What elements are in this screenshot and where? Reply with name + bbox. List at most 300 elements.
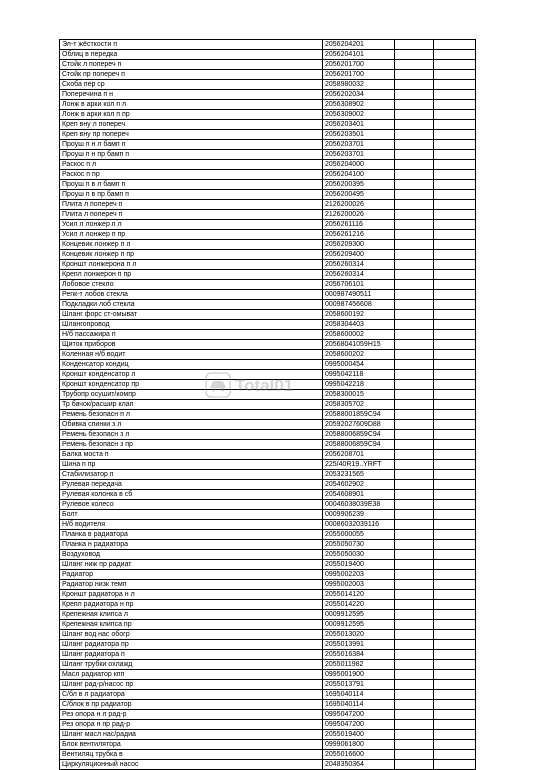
empty-cell [395, 610, 434, 620]
part-number-cell: 20568041059H15 [323, 340, 395, 350]
part-number-cell: 2055016384 [323, 650, 395, 660]
part-name-cell: Болт [60, 510, 323, 520]
empty-cell [395, 440, 434, 450]
empty-cell [395, 640, 434, 650]
part-number-cell: 20588006859C94 [323, 440, 395, 450]
empty-cell [434, 530, 476, 540]
table-row [60, 740, 476, 750]
parts-table [59, 39, 476, 770]
part-number-cell: 2056309002 [323, 110, 395, 120]
empty-cell [395, 760, 434, 770]
part-name-cell: Концевик лонжер п пр [60, 250, 323, 260]
part-number-cell: 2056204100 [323, 170, 395, 180]
part-name-cell: Шина п пр [60, 460, 323, 470]
table-row [60, 450, 476, 460]
part-name-cell: Блок вентилятора [60, 740, 323, 750]
empty-cell [395, 740, 434, 750]
empty-cell [395, 240, 434, 250]
empty-cell [395, 600, 434, 610]
part-name-cell: Н/б пассажира п [60, 330, 323, 340]
part-number-cell: 2056308902 [323, 100, 395, 110]
empty-cell [434, 470, 476, 480]
part-number-cell: 0009912595 [323, 610, 395, 620]
empty-cell [434, 480, 476, 490]
part-number-cell: 20592027609D88 [323, 420, 395, 430]
empty-cell [395, 650, 434, 660]
empty-cell [434, 560, 476, 570]
part-number-cell: 0995001900 [323, 670, 395, 680]
part-number-cell: 1695040114 [323, 700, 395, 710]
part-name-cell: Проуш п в пр бамп п [60, 190, 323, 200]
part-name-cell: Крепл лонжерон п пр [60, 270, 323, 280]
part-name-cell: Ремень безопасн п л [60, 410, 323, 420]
part-name-cell: Трубопр осушит/компр [60, 390, 323, 400]
part-name-cell: Концевик лонжер п л [60, 240, 323, 250]
table-row [60, 600, 476, 610]
empty-cell [395, 260, 434, 270]
part-name-cell: Циркуляционный насос [60, 760, 323, 770]
empty-cell [395, 700, 434, 710]
empty-cell [395, 290, 434, 300]
empty-cell [434, 230, 476, 240]
table-row [60, 110, 476, 120]
empty-cell [434, 580, 476, 590]
part-number-cell: 2056260314 [323, 260, 395, 270]
part-number-cell: 1695040114 [323, 690, 395, 700]
table-row [60, 130, 476, 140]
part-name-cell: Масл радиатор кпп [60, 670, 323, 680]
table-row [60, 120, 476, 130]
table-row [60, 610, 476, 620]
empty-cell [434, 70, 476, 80]
empty-cell [395, 350, 434, 360]
part-number-cell: 2058980032 [323, 80, 395, 90]
empty-cell [434, 510, 476, 520]
part-number-cell: 2056201700 [323, 70, 395, 80]
table-row [60, 720, 476, 730]
table-row [60, 590, 476, 600]
empty-cell [395, 310, 434, 320]
table-row [60, 190, 476, 200]
part-name-cell: Н/б водителя [60, 520, 323, 530]
part-number-cell: 2055016600 [323, 750, 395, 760]
empty-cell [395, 190, 434, 200]
table-row [60, 520, 476, 530]
empty-cell [395, 250, 434, 260]
empty-cell [395, 460, 434, 470]
part-number-cell: 000987456608 [323, 300, 395, 310]
part-number-cell: 2055050030 [323, 550, 395, 560]
part-number-cell: 0995000454 [323, 360, 395, 370]
part-name-cell: Шланг радиатора п [60, 650, 323, 660]
table-row [60, 650, 476, 660]
empty-cell [434, 250, 476, 260]
empty-cell [434, 660, 476, 670]
empty-cell [434, 720, 476, 730]
part-number-cell: 2055013991 [323, 640, 395, 650]
empty-cell [395, 120, 434, 130]
part-number-cell: 000987490511 [323, 290, 395, 300]
table-row [60, 170, 476, 180]
part-name-cell: Шланг ниж пр радиат [60, 560, 323, 570]
table-row [60, 530, 476, 540]
part-name-cell: Проуш п н л бамп п [60, 140, 323, 150]
table-row [60, 750, 476, 760]
table-row [60, 40, 476, 50]
empty-cell [434, 460, 476, 470]
part-name-cell: Реnк-т лобов стекла [60, 290, 323, 300]
part-name-cell: Щиток приборов [60, 340, 323, 350]
table-row [60, 290, 476, 300]
empty-cell [434, 200, 476, 210]
empty-cell [434, 170, 476, 180]
table-row [60, 360, 476, 370]
empty-cell [434, 640, 476, 650]
part-number-cell: 2056202034 [323, 90, 395, 100]
table-row [60, 370, 476, 380]
table-row [60, 630, 476, 640]
part-name-cell: Радиатор низк темп [60, 580, 323, 590]
table-row [60, 500, 476, 510]
empty-cell [395, 520, 434, 530]
table-row [60, 50, 476, 60]
part-number-cell: 0995047200 [323, 710, 395, 720]
part-name-cell: Рез опора н пр рад-р [60, 720, 323, 730]
part-name-cell: Вентиляц трубка в [60, 750, 323, 760]
empty-cell [395, 450, 434, 460]
empty-cell [395, 300, 434, 310]
part-name-cell: Конденсатор кондиц [60, 360, 323, 370]
empty-cell [395, 180, 434, 190]
table-row [60, 690, 476, 700]
empty-cell [434, 400, 476, 410]
table-row [60, 240, 476, 250]
part-number-cell: 2126200026 [323, 200, 395, 210]
table-row [60, 210, 476, 220]
table-row [60, 700, 476, 710]
part-name-cell: Раскос п пр [60, 170, 323, 180]
empty-cell [434, 650, 476, 660]
part-name-cell: Усил л лонжер п л [60, 220, 323, 230]
empty-cell [434, 670, 476, 680]
empty-cell [395, 730, 434, 740]
empty-cell [434, 380, 476, 390]
part-number-cell: 2058304403 [323, 320, 395, 330]
part-number-cell: 2056203701 [323, 140, 395, 150]
table-row [60, 390, 476, 400]
table-row [60, 480, 476, 490]
table-row [60, 620, 476, 630]
table-row [60, 250, 476, 260]
part-name-cell: Шланг радиатора пр [60, 640, 323, 650]
empty-cell [395, 720, 434, 730]
table-row [60, 670, 476, 680]
empty-cell [434, 150, 476, 160]
watermark-text: Total01 [235, 376, 294, 395]
empty-cell [395, 510, 434, 520]
part-name-cell: Рулевая передача [60, 480, 323, 490]
empty-cell [434, 40, 476, 50]
part-name-cell: Коленная н/б водит [60, 350, 323, 360]
table-row [60, 80, 476, 90]
part-number-cell: 2055014220 [323, 600, 395, 610]
table-row [60, 410, 476, 420]
part-name-cell: Раскос п л [60, 160, 323, 170]
empty-cell [395, 420, 434, 430]
table-row [60, 440, 476, 450]
empty-cell [395, 230, 434, 240]
empty-cell [395, 750, 434, 760]
empty-cell [434, 310, 476, 320]
table-row [60, 730, 476, 740]
empty-cell [395, 400, 434, 410]
part-number-cell: 00086032039116 [323, 520, 395, 530]
part-name-cell: Крепежная клипса пр [60, 620, 323, 630]
part-number-cell: 2056204201 [323, 40, 395, 50]
table-row [60, 540, 476, 550]
empty-cell [434, 300, 476, 310]
empty-cell [395, 50, 434, 60]
empty-cell [395, 160, 434, 170]
empty-cell [434, 420, 476, 430]
part-number-cell: 0995042218 [323, 380, 395, 390]
table-row [60, 760, 476, 770]
table-row [60, 660, 476, 670]
empty-cell [434, 100, 476, 110]
table-row [60, 640, 476, 650]
part-name-cell: Рез опора н л рад-р [60, 710, 323, 720]
empty-cell [434, 540, 476, 550]
part-number-cell: 2054608901 [323, 490, 395, 500]
table-row [60, 280, 476, 290]
empty-cell [434, 290, 476, 300]
part-number-cell: 2056209300 [323, 240, 395, 250]
empty-cell [395, 100, 434, 110]
empty-cell [434, 210, 476, 220]
part-name-cell: Кроншт лонжерона п л [60, 260, 323, 270]
part-name-cell: Шланг трубки охлажд [60, 660, 323, 670]
part-name-cell: Шланг форс ст-омыват [60, 310, 323, 320]
empty-cell [395, 540, 434, 550]
empty-cell [434, 340, 476, 350]
empty-cell [434, 680, 476, 690]
table-row [60, 680, 476, 690]
empty-cell [434, 270, 476, 280]
empty-cell [434, 710, 476, 720]
table-row [60, 310, 476, 320]
part-number-cell: 2056203501 [323, 130, 395, 140]
empty-cell [395, 320, 434, 330]
part-name-cell: Обивка спинки з л [60, 420, 323, 430]
table-row [60, 550, 476, 560]
part-number-cell: 2056200395 [323, 180, 395, 190]
empty-cell [395, 530, 434, 540]
empty-cell [434, 630, 476, 640]
empty-cell [434, 280, 476, 290]
empty-cell [434, 90, 476, 100]
empty-cell [434, 60, 476, 70]
table-row [60, 300, 476, 310]
table-row [60, 260, 476, 270]
empty-cell [434, 500, 476, 510]
empty-cell [395, 140, 434, 150]
table-row [60, 560, 476, 570]
table-row [60, 510, 476, 520]
empty-cell [434, 120, 476, 130]
part-name-cell: Рулевое колесо [60, 500, 323, 510]
part-name-cell: Балка моста п [60, 450, 323, 460]
table-row [60, 330, 476, 340]
part-name-cell: Шланг вод нас обогр [60, 630, 323, 640]
table-row [60, 430, 476, 440]
empty-cell [395, 680, 434, 690]
part-number-cell: 2056261116 [323, 220, 395, 230]
table-row [60, 220, 476, 230]
empty-cell [434, 760, 476, 770]
empty-cell [395, 480, 434, 490]
part-number-cell: 2056204000 [323, 160, 395, 170]
empty-cell [434, 550, 476, 560]
part-name-cell: Подкладки лоб стекла [60, 300, 323, 310]
table-row [60, 420, 476, 430]
table-row [60, 270, 476, 280]
table-row [60, 140, 476, 150]
part-number-cell: 2058600002 [323, 330, 395, 340]
part-number-cell: 2056200495 [323, 190, 395, 200]
table-row [60, 150, 476, 160]
part-name-cell: Стойк л попереч п [60, 60, 323, 70]
empty-cell [395, 470, 434, 480]
empty-cell [434, 350, 476, 360]
empty-cell [395, 90, 434, 100]
part-number-cell: 2126200026 [323, 210, 395, 220]
part-number-cell: 0009906239 [323, 510, 395, 520]
part-number-cell: 225/40R19..YRFT [323, 460, 395, 470]
empty-cell [395, 40, 434, 50]
part-name-cell: Планка в радиатора [60, 530, 323, 540]
empty-cell [434, 190, 476, 200]
part-number-cell: 2054602902 [323, 480, 395, 490]
part-name-cell: Креп вну л попереч [60, 120, 323, 130]
part-name-cell: Радиатор [60, 570, 323, 580]
part-number-cell: 2056209400 [323, 250, 395, 260]
part-number-cell: 2056706101 [323, 280, 395, 290]
part-number-cell: 2056261216 [323, 230, 395, 240]
part-number-cell: 2058305702 [323, 400, 395, 410]
part-number-cell: 2056201700 [323, 60, 395, 70]
part-name-cell: Поперечина п н [60, 90, 323, 100]
empty-cell [395, 60, 434, 70]
part-number-cell: 0999061800 [323, 740, 395, 750]
part-number-cell: 2055011982 [323, 660, 395, 670]
part-number-cell: 2058600192 [323, 310, 395, 320]
parts-sheet [59, 39, 476, 770]
part-number-cell: 2056203401 [323, 120, 395, 130]
empty-cell [434, 730, 476, 740]
part-number-cell: 0995047200 [323, 720, 395, 730]
part-name-cell: Стабилизатор п [60, 470, 323, 480]
part-name-cell: Лобовое стекло [60, 280, 323, 290]
part-name-cell: Креп вну пр попереч [60, 130, 323, 140]
empty-cell [395, 430, 434, 440]
part-number-cell: 2055000055 [323, 530, 395, 540]
empty-cell [395, 670, 434, 680]
empty-cell [434, 520, 476, 530]
table-row [60, 230, 476, 240]
part-name-cell: Ремень безопасн з л [60, 430, 323, 440]
empty-cell [395, 410, 434, 420]
table-row [60, 90, 476, 100]
table-row [60, 570, 476, 580]
table-row [60, 200, 476, 210]
part-number-cell: 2055019400 [323, 730, 395, 740]
part-number-cell: 2055014120 [323, 590, 395, 600]
empty-cell [434, 330, 476, 340]
part-number-cell: 2055050730 [323, 540, 395, 550]
part-number-cell: 0995042118 [323, 370, 395, 380]
part-number-cell: 0009912595 [323, 620, 395, 630]
empty-cell [434, 450, 476, 460]
empty-cell [395, 550, 434, 560]
part-name-cell: Скоба пер ср [60, 80, 323, 90]
part-name-cell: Стойк пр попереч п [60, 70, 323, 80]
empty-cell [434, 620, 476, 630]
empty-cell [434, 50, 476, 60]
empty-cell [395, 630, 434, 640]
empty-cell [395, 370, 434, 380]
part-name-cell: Кроншт конденсатор пр [60, 380, 323, 390]
empty-cell [434, 610, 476, 620]
part-name-cell: Крепл радиатора н пр [60, 600, 323, 610]
table-row [60, 490, 476, 500]
part-number-cell: 2056260314 [323, 270, 395, 280]
part-name-cell: С/блок в пр радиатор [60, 700, 323, 710]
part-name-cell: Шланг масл нас/радиа [60, 730, 323, 740]
empty-cell [395, 210, 434, 220]
empty-cell [395, 110, 434, 120]
part-name-cell: Эл-т жёсткости п [60, 40, 323, 50]
empty-cell [395, 340, 434, 350]
empty-cell [395, 80, 434, 90]
part-number-cell: 20588001859C94 [323, 410, 395, 420]
part-name-cell: Кроншт конденсатор л [60, 370, 323, 380]
empty-cell [434, 140, 476, 150]
table-row [60, 460, 476, 470]
empty-cell [434, 430, 476, 440]
empty-cell [434, 570, 476, 580]
part-number-cell: 0995002203 [323, 570, 395, 580]
part-number-cell: 2053231565 [323, 470, 395, 480]
empty-cell [395, 360, 434, 370]
table-row [60, 470, 476, 480]
empty-cell [395, 280, 434, 290]
table-row [60, 380, 476, 390]
part-name-cell: Проуш п в л бамп п [60, 180, 323, 190]
table-row [60, 580, 476, 590]
parts-table-body [60, 40, 476, 770]
part-number-cell: 2055019400 [323, 560, 395, 570]
table-row [60, 160, 476, 170]
empty-cell [434, 240, 476, 250]
part-number-cell: 2055013791 [323, 680, 395, 690]
empty-cell [395, 580, 434, 590]
part-name-cell: Проуш п н пр бамп п [60, 150, 323, 160]
part-name-cell: Облиц в передка [60, 50, 323, 60]
empty-cell [395, 130, 434, 140]
empty-cell [434, 740, 476, 750]
part-number-cell: 2056204101 [323, 50, 395, 60]
empty-cell [395, 690, 434, 700]
